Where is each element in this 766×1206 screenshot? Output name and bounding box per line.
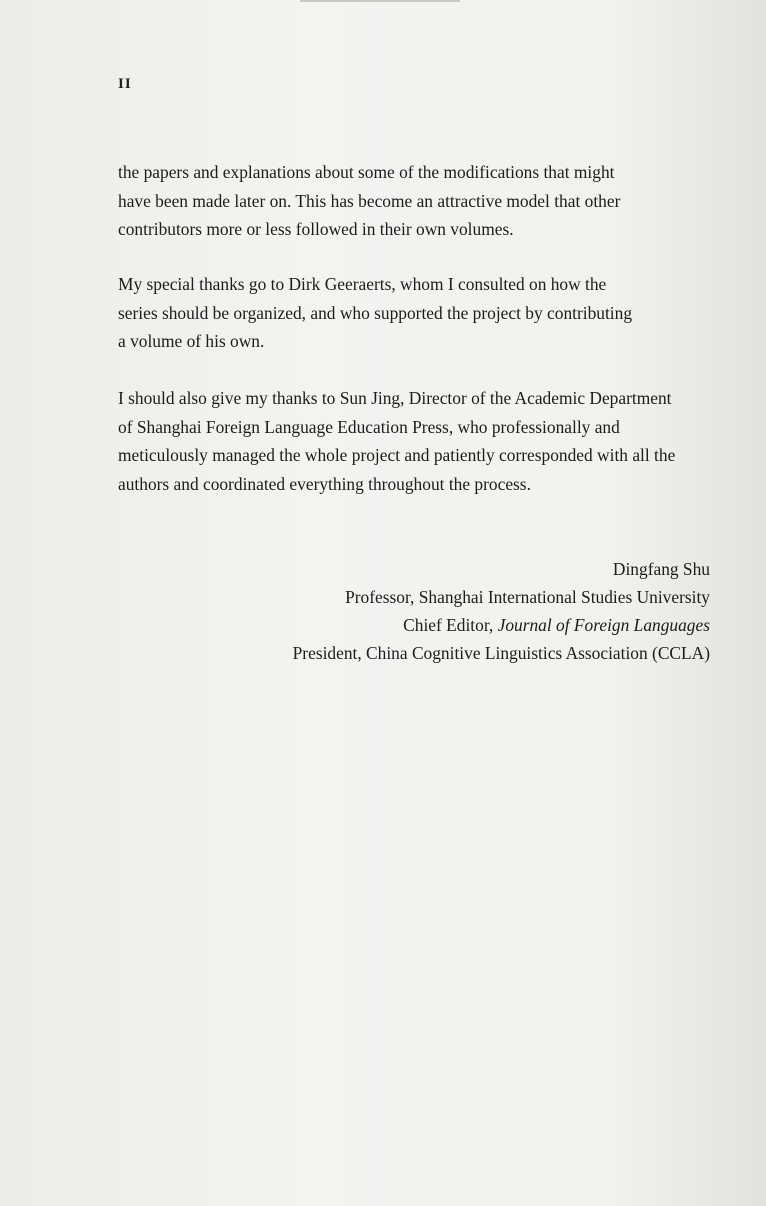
signature-title-editor <box>118 611 710 639</box>
paragraph-line: contributors more or less followed in their own volumes. <box>118 219 514 239</box>
page-number: II <box>118 76 132 92</box>
paragraph-line: authors and coordinated everything throughout the process. <box>118 473 531 494</box>
paragraph-line: meticulously managed the whole project and patiently corresponded with all the <box>118 445 676 465</box>
paragraph-line: the papers and explanations about some of the modifications that might <box>118 162 615 182</box>
paragraph-line: I should also give my thanks to Sun Jing, Director of the Academic Department <box>118 388 672 408</box>
paragraph-3 <box>118 384 710 498</box>
signature-name: Dingfang Shu <box>612 559 710 579</box>
paragraph-line: have been made later on. This has become an attractive model that other <box>118 190 621 211</box>
paragraph-line: a volume of his own. <box>118 331 265 351</box>
paragraph-line: of Shanghai Foreign Language Education Press, who professionally and <box>118 416 620 437</box>
paragraph-2 <box>118 270 710 356</box>
paragraph-line: My special thanks go to Dirk Geeraerts, whom I consulted on how the <box>118 274 607 294</box>
paragraph-1 <box>118 158 710 244</box>
signature-title-professor: Professor, Shanghai International Studies University <box>345 587 710 607</box>
paragraph-line: series should be organized, and who supported the project by contributing <box>118 302 633 323</box>
editor-prefix: Chief Editor, <box>403 615 498 635</box>
journal-name: Journal of Foreign Languages <box>497 615 710 635</box>
page-top-edge <box>300 0 460 2</box>
signature-title-president: President, China Cognitive Linguistics Association (CCLA) <box>292 643 710 663</box>
signature-block <box>118 555 710 667</box>
